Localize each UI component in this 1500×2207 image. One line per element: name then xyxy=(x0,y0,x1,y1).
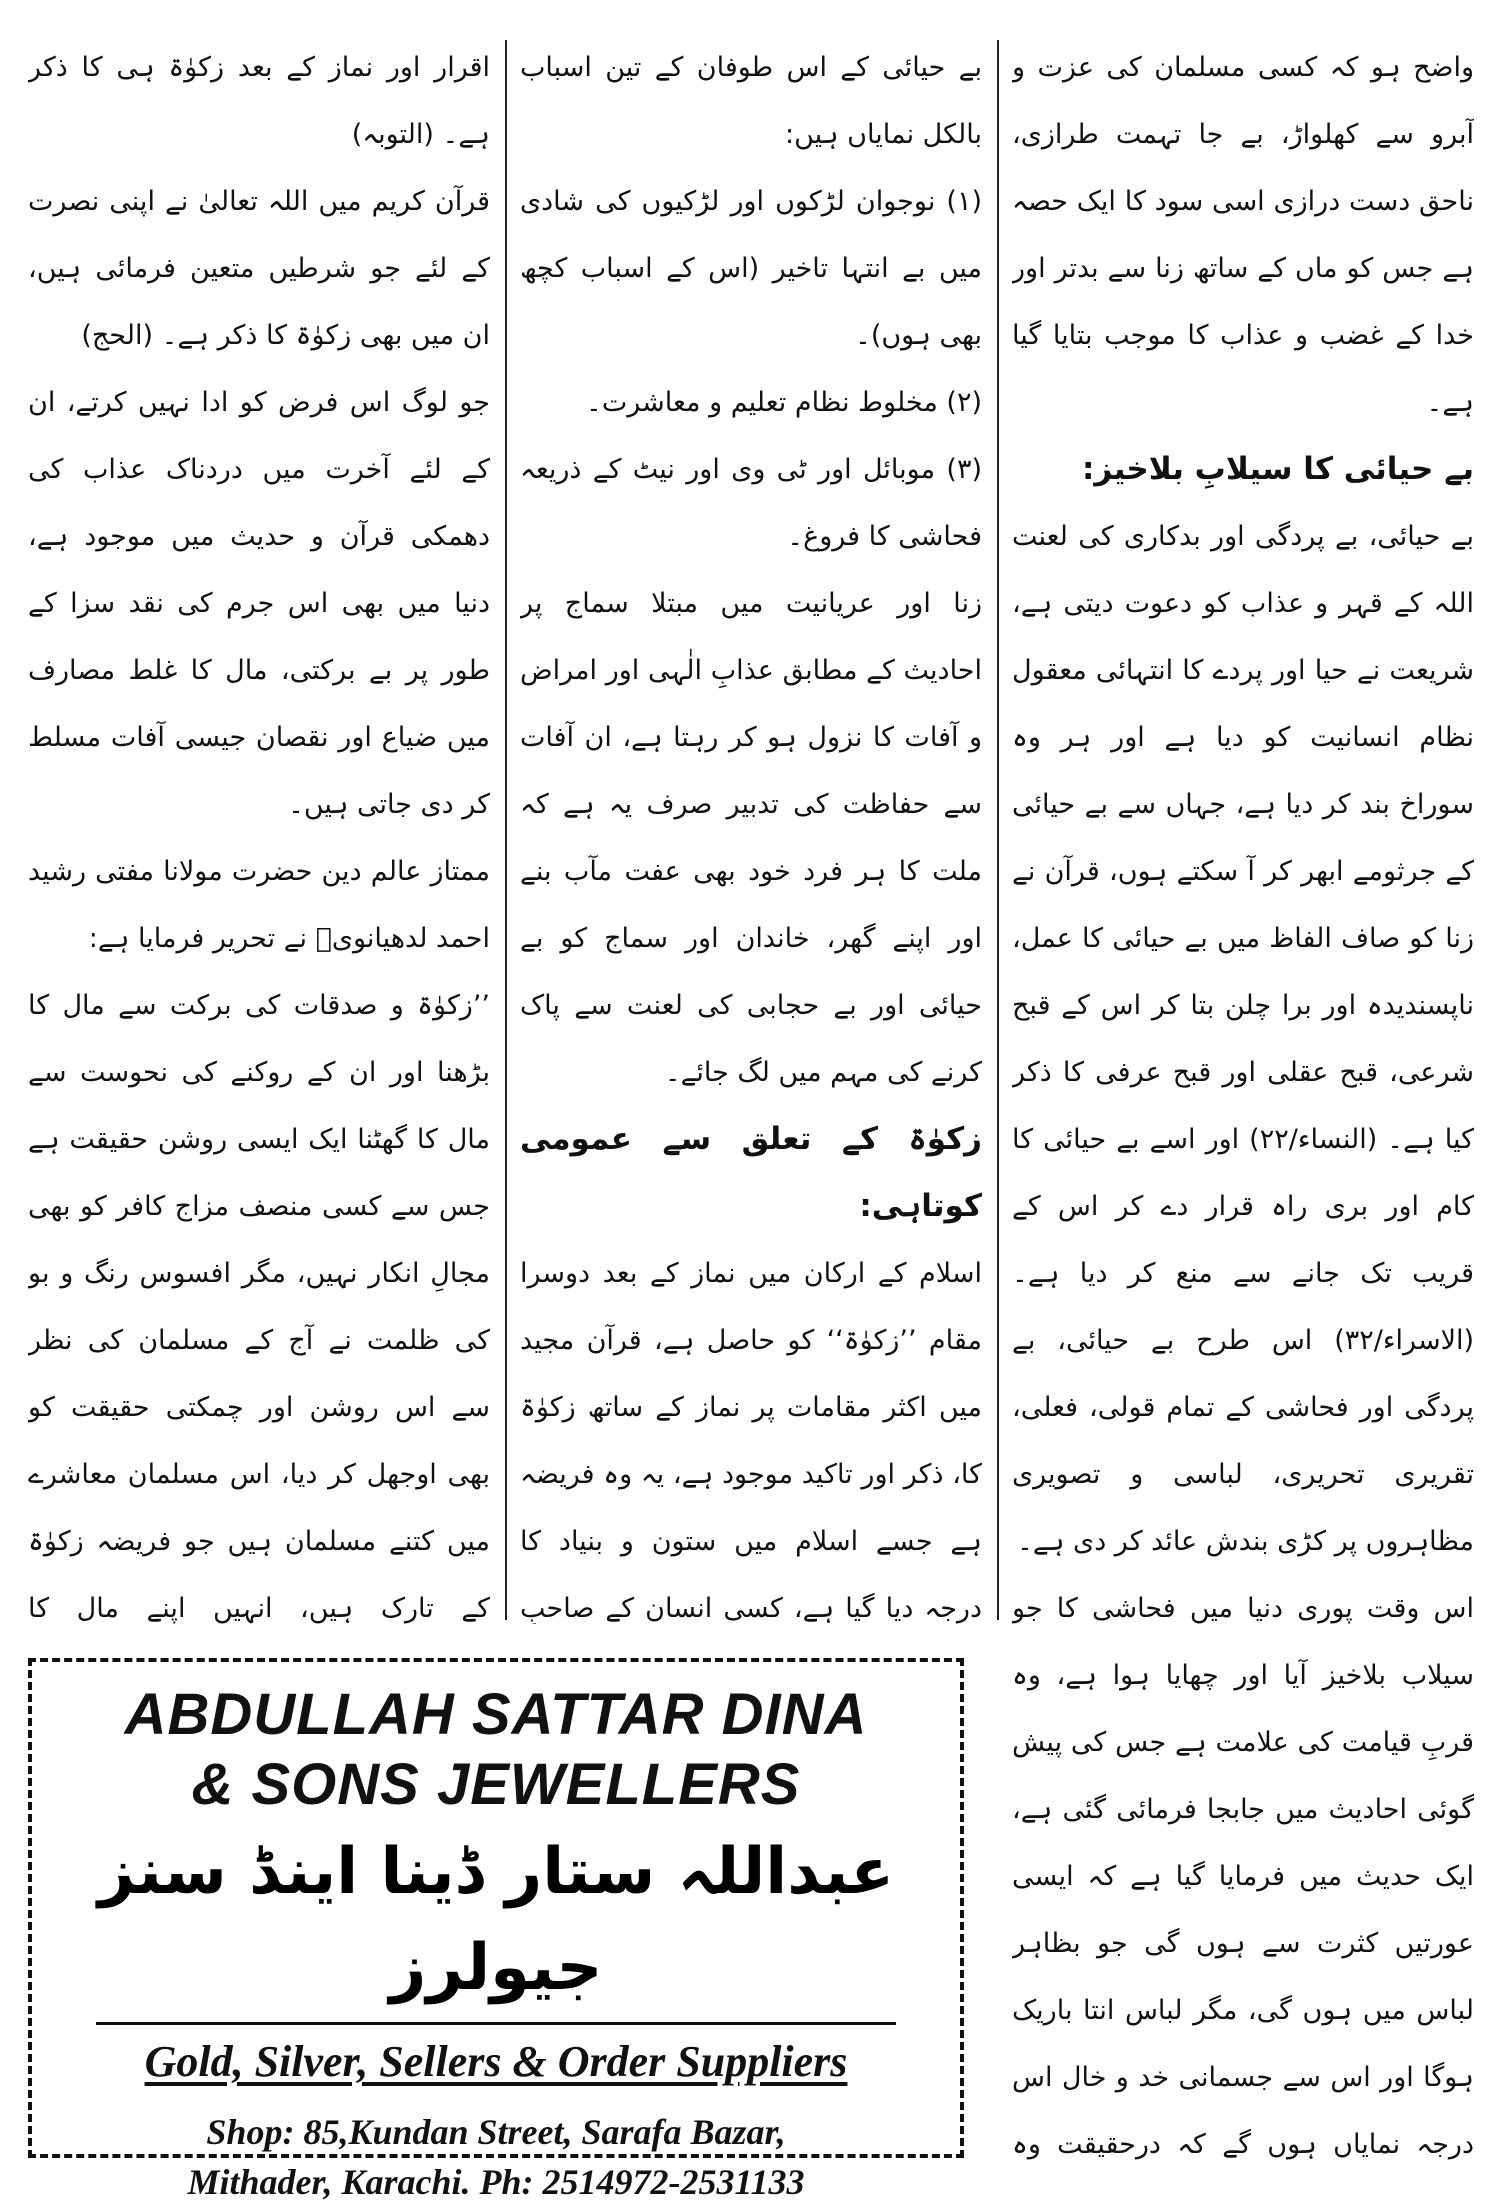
column-divider xyxy=(505,40,507,1620)
ad-business-name-line2: & SONS JEWELLERS xyxy=(191,1752,801,1817)
paragraph: بے حیائی، بے پردگی اور بدکاری کی لعنت اللہ کے قہر و عذاب کو دعوت دیتی ہے، شریعت نے حیا اور پردے کا انتہائی معقول نظام انسانیت کو دیا ہے اور ہر وہ سوراخ بند کر دیا ہے، جہاں سے بے حیائی کے جرثومے ابھر کر آ سکتے ہوں، قرآن نے زنا کو صاف الفاظ میں بے حیائی کا عمل، ناپسندیدہ اور برا چلن بتا کر اس کے قبح شرعی، قبح عقلی اور قبح عرفی کا ذکر کیا ہے۔ (النساء/۲۲) اور اسے بے حیائی کا کام اور بری راہ قرار دے کر اس کے قریب تک جانے سے منع کر دیا ہے۔ (الاسراء/۳۲) اس طرح بے حیائی، بے پردگی اور فحاشی کے تمام قولی، فعلی، تقریری تحریری، لباسی و تصویری مظاہروں پر کڑی بندش عائد کر دی ہے۔ xyxy=(1012,521,1474,1557)
list-item: (۱) نوجوان لڑکوں اور لڑکیوں کی شادی میں بے انتہا تاخیر (اس کے اسباب کچھ بھی ہوں)۔ xyxy=(520,186,982,351)
paragraph: واضح ہو کہ کسی مسلمان کی عزت و آبرو سے کھلواڑ، بے جا تہمت طرازی، ناحق دست درازی اسی سود کا ایک حصہ ہے جس کو ماں کے ساتھ زنا سے بدتر اور خدا کے غضب و عذاب کا موجب بتایا گیا ہے۔ xyxy=(1012,52,1474,418)
paragraph: جو لوگ اس فرض کو ادا نہیں کرتے، ان کے لئے آخرت میں دردناک عذاب کی دھمکی قرآن و حدیث میں موجود ہے، دنیا میں بھی اس جرم کی نقد سزا کے طور پر بے برکتی، مال کا غلط مصارف میں ضیاع اور نقصان جیسی آفات مسلط کر دی جاتی ہیں۔ xyxy=(28,387,490,820)
section-heading: زکوٰۃ کے تعلق سے عمومی کوتاہی: xyxy=(520,1121,982,1224)
article-column-middle xyxy=(520,34,982,1624)
paragraph: اقرار اور نماز کے بعد زکوٰۃ ہی کا ذکر ہے۔ (التوبہ) xyxy=(28,52,490,150)
quote-paragraph: ’’زکوٰۃ و صدقات کی برکت سے مال کا بڑھنا اور ان کے روکنے کی نحوست سے مال کا گھٹنا ایک ایسی روشن حقیقت ہے جس سے کسی منصف مزاج کافر کو بھی مجالِ انکار نہیں، مگر افسوس رنگ و بو کی ظلمت نے آج کے مسلمان کی نظر سے اس روشن اور چمکتی حقیقت کو بھی اوجھل کر دیا، اس مسلمان معاشرے میں کتنے مسلمان ہیں جو فریضہ زکوٰۃ کے تارک ہیں، انہیں اپنے مال کا xyxy=(28,990,490,1624)
paragraph: اس وقت پوری دنیا میں فحاشی کا جو سیلاب بلاخیز آیا اور چھایا ہوا ہے، وہ قربِ قیامت کی علامت ہے جس کی پیش گوئی احادیث میں جابجا فرمائی گئی ہے، ایک حدیث میں فرمایا گیا ہے کہ ایسی عورتیں کثرت سے ہوں گی جو بظاہر لباس میں ہوں گی، مگر لباس انتا باریک ہوگا اور اس سے جسمانی خد و خال اس درجہ نمایاں ہوں گے کہ درحقیقت وہ xyxy=(1012,1593,1474,2160)
ad-business-name-line1: ABDULLAH SATTAR DINA xyxy=(124,1682,868,1747)
column-divider xyxy=(997,40,999,1620)
paragraph: ممتاز عالم دین حضرت مولانا مفتی رشید احمد لدھیانویؒ نے تحریر فرمایا ہے: xyxy=(28,856,490,954)
ad-divider xyxy=(96,2022,896,2025)
list-item: (۳) موبائل اور ٹی وی اور نیٹ کے ذریعہ فحاشی کا فروغ۔ xyxy=(520,454,982,552)
paragraph: بے حیائی کے اس طوفان کے تین اسباب بالکل نمایاں ہیں: xyxy=(520,52,982,150)
section-heading: بے حیائی کا سیلابِ بلاخیز: xyxy=(1082,451,1474,487)
list-item: (۲) مخلوط نظام تعلیم و معاشرت۔ xyxy=(586,387,982,418)
ad-address-line2: Mithader, Karachi. Ph: 2514972-2531133 xyxy=(187,2162,805,2202)
article-column-right xyxy=(1012,34,1474,2164)
paragraph: زنا اور عریانیت میں مبتلا سماج پر احادیث کے مطابق عذابِ الٰہی اور امراض و آفات کا نزول ہو کر رہتا ہے، ان آفات سے حفاظت کی تدبیر صرف یہ ہے کہ ملت کا ہر فرد خود بھی عفت مآب بنے اور اپنے گھر، خاندان اور سماج کو بے حیائی اور بے حجابی کی لعنت سے پاک کرنے کی مہم میں لگ جائے۔ xyxy=(520,588,982,1088)
article-column-left xyxy=(28,34,490,1624)
jeweller-advertisement xyxy=(28,1658,964,2202)
ad-business-name-urdu: عبداللہ ستار ڈینا اینڈ سنز جیولرز xyxy=(97,1835,895,2005)
ad-address-line1: Shop: 85,Kundan Street, Sarafa Bazar, xyxy=(206,2112,786,2152)
paragraph: قرآن کریم میں اللہ تعالیٰ نے اپنی نصرت کے لئے جو شرطیں متعین فرمائی ہیں، ان میں بھی زکوٰۃ کا ذکر ہے۔ (الحج) xyxy=(28,186,490,351)
paragraph: اسلام کے ارکان میں نماز کے بعد دوسرا مقام ’’زکوٰۃ‘‘ کو حاصل ہے، قرآن مجید میں اکثر مقامات پر نماز کے ساتھ زکوٰۃ کا، ذکر اور تاکید موجود ہے، یہ وہ فریضہ ہے جسے اسلام میں ستون و بنیاد کا درجہ دیا گیا ہے، کسی انسان کے صاحبِ xyxy=(520,1258,982,1624)
ad-tagline: Gold, Silver, Sellers & Order Suppliers xyxy=(144,2037,848,2086)
